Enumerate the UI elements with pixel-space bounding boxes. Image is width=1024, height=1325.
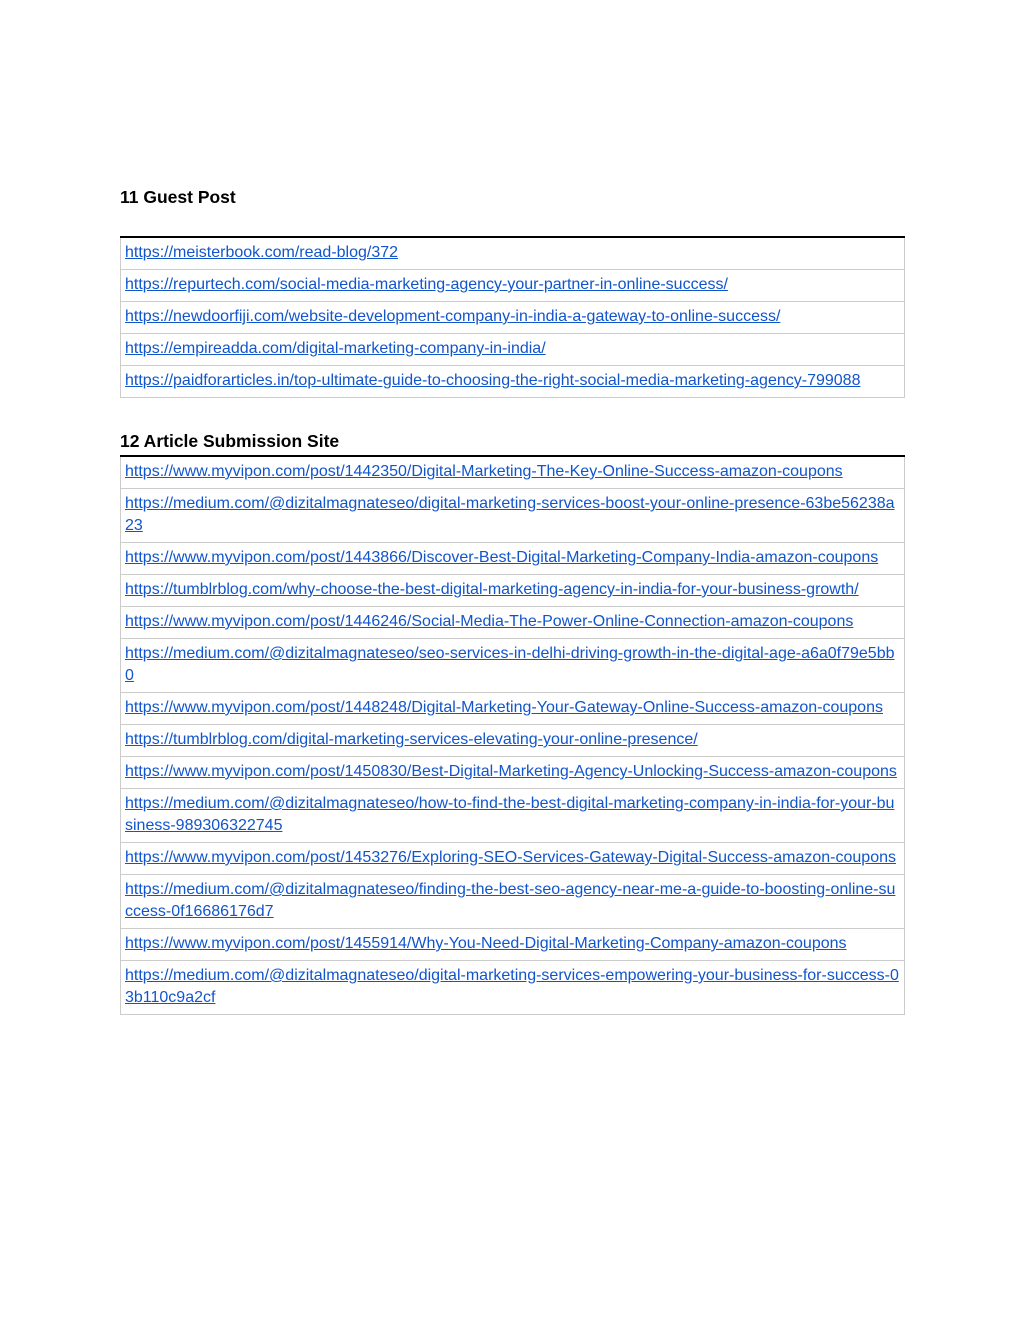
table-row [121, 725, 905, 757]
table-cell [121, 693, 905, 725]
table-cell [121, 334, 905, 366]
table-cell [121, 302, 905, 334]
table-row [121, 961, 905, 1015]
table-row [121, 575, 905, 607]
table-row [121, 843, 905, 875]
table-row [121, 757, 905, 789]
link-url[interactable]: https://medium.com/@dizitalmagnateseo/finding-the-best-seo-agency-near-me-a-guide-to-boosting-online-success-0f16686176d7 [125, 881, 896, 920]
link-url[interactable]: https://medium.com/@dizitalmagnateseo/how-to-find-the-best-digital-marketing-company-in-india-for-your-business-989306322745 [125, 795, 895, 834]
table-cell [121, 789, 905, 843]
table-row [121, 543, 905, 575]
table-row [121, 334, 905, 366]
link-url[interactable]: https://tumblrblog.com/digital-marketing-services-elevating-your-online-presence/ [125, 731, 698, 748]
link-url[interactable]: https://www.myvipon.com/post/1455914/Why-You-Need-Digital-Marketing-Company-amazon-coupons [125, 935, 847, 952]
table-cell [121, 366, 905, 398]
link-url[interactable]: https://medium.com/@dizitalmagnateseo/digital-marketing-services-boost-your-online-presence-63be56238a23 [125, 495, 895, 534]
article-submission-table [120, 455, 905, 1015]
link-url[interactable]: https://meisterbook.com/read-blog/372 [125, 244, 399, 261]
table-cell [121, 961, 905, 1015]
link-url[interactable]: https://www.myvipon.com/post/1453276/Exploring-SEO-Services-Gateway-Digital-Success-amazon-coupons [125, 849, 896, 866]
table-cell [121, 725, 905, 757]
section-title-guest-post: 11 Guest Post [120, 187, 236, 207]
guest-post-table [120, 236, 905, 398]
link-url[interactable]: https://www.myvipon.com/post/1446246/Social-Media-The-Power-Online-Connection-amazon-coupons [125, 613, 854, 630]
link-url[interactable]: https://paidforarticles.in/top-ultimate-guide-to-choosing-the-right-social-media-marketing-agency-799088 [125, 372, 861, 389]
link-url[interactable]: https://tumblrblog.com/why-choose-the-best-digital-marketing-agency-in-india-for-your-business-growth/ [125, 581, 859, 598]
table-row [121, 366, 905, 398]
table-row [121, 302, 905, 334]
table-row [121, 489, 905, 543]
table-cell [121, 639, 905, 693]
link-url[interactable]: https://repurtech.com/social-media-marketing-agency-your-partner-in-online-success/ [125, 276, 728, 293]
table-row [121, 639, 905, 693]
table-row [121, 789, 905, 843]
table-cell [121, 929, 905, 961]
link-url[interactable]: https://www.myvipon.com/post/1442350/Digital-Marketing-The-Key-Online-Success-amazon-coupons [125, 463, 843, 480]
table-row [121, 607, 905, 639]
link-url[interactable]: https://newdoorfiji.com/website-development-company-in-india-a-gateway-to-online-success/ [125, 308, 781, 325]
table-cell [121, 607, 905, 639]
table-cell [121, 270, 905, 302]
table-row [121, 270, 905, 302]
table-cell [121, 575, 905, 607]
link-url[interactable]: https://medium.com/@dizitalmagnateseo/seo-services-in-delhi-driving-growth-in-the-digital-age-a6a0f79e5bb0 [125, 645, 895, 684]
table-cell [121, 489, 905, 543]
table-row [121, 456, 905, 489]
table-cell [121, 456, 905, 489]
table-cell [121, 237, 905, 270]
table-cell [121, 843, 905, 875]
link-url[interactable]: https://www.myvipon.com/post/1443866/Discover-Best-Digital-Marketing-Company-India-amazon-coupons [125, 549, 879, 566]
link-url[interactable]: https://empireadda.com/digital-marketing-company-in-india/ [125, 340, 546, 357]
link-url[interactable]: https://www.myvipon.com/post/1450830/Best-Digital-Marketing-Agency-Unlocking-Success-amazon-coupons [125, 763, 897, 780]
table-row [121, 875, 905, 929]
table-row [121, 237, 905, 270]
link-url[interactable]: https://medium.com/@dizitalmagnateseo/digital-marketing-services-empowering-your-business-for-success-03b110c9a2cf [125, 967, 899, 1006]
table-row [121, 929, 905, 961]
table-cell [121, 757, 905, 789]
table-cell [121, 875, 905, 929]
table-cell [121, 543, 905, 575]
table-row [121, 693, 905, 725]
link-url[interactable]: https://www.myvipon.com/post/1448248/Digital-Marketing-Your-Gateway-Online-Success-amazon-coupons [125, 699, 883, 716]
section-title-article-submission: 12 Article Submission Site [120, 431, 340, 451]
